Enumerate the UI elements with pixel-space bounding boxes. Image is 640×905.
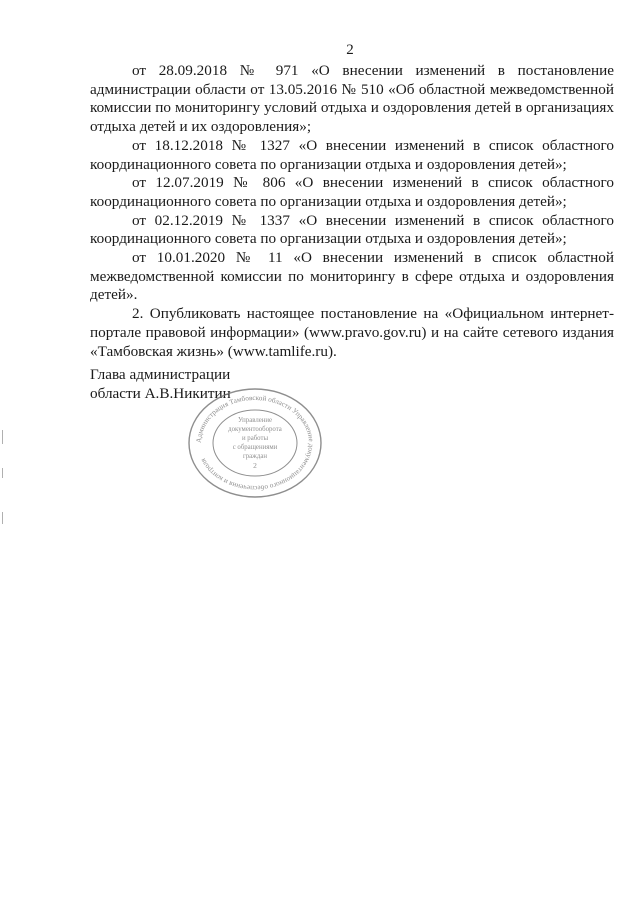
page-number: 2 <box>346 42 354 58</box>
stamp-center-line-5: граждан <box>242 453 268 460</box>
stamp-outer-ring <box>189 389 321 497</box>
scan-edge-mark <box>2 430 3 444</box>
paragraph-amendment-11: от 10.01.2020 № 11 «О внесении изменений в список областной межведомственной комиссии по мониторингу в сфере отдыха и оздоровления детей». <box>90 249 614 304</box>
paragraph-amendment-806: от 12.07.2019 № 806 «О внесении изменений в список областного координационного совета по организации отдыха и оздоровления детей»; <box>90 174 614 210</box>
paragraph-amendment-1337: от 02.12.2019 № 1337 «О внесении изменений в список областного координационного совета по организации отдыха и оздоровления детей»; <box>90 211 614 248</box>
scan-edge-mark <box>2 468 3 478</box>
stamp-center-line-4: с обращениями <box>232 444 278 451</box>
stamp-center-line-2: документооборота <box>228 426 282 433</box>
scan-edge-mark <box>2 512 3 524</box>
signature-name: области А.В.Никитин <box>90 384 231 402</box>
stamp-ring-text: Администрация Тамбовской области Управление документационного обеспечения и контроля <box>194 393 316 493</box>
stamp-center-line-3: и работы <box>241 435 269 442</box>
stamp-center-line-6: 2 <box>253 461 257 470</box>
paragraph-amendment-971: от 28.09.2018 № 971 «О внесении изменений в постановление администрации области от 13.05.2016 № 510 «Об областной межведомственной комиссии по мониторингу условий отдыха и оздоровления детей в организациях отдыха детей и их оздоровления»; <box>90 62 614 136</box>
signature-title: Глава администрации <box>90 366 231 383</box>
stamp-center-line-1: Управление <box>237 417 273 424</box>
official-stamp <box>178 384 332 502</box>
paragraph-publication: 2. Опубликовать настоящее постановление на «Официальном интернет-портале правовой информации» (www.pravo.gov.ru) и на сайте сетевого издания «Тамбовская жизнь» (www.tamlife.ru). <box>90 305 614 360</box>
document-body <box>90 62 614 361</box>
paragraph-amendment-1327: от 18.12.2018 № 1327 «О внесении изменений в список областного координационного совета по организации отдыха и оздоровления детей»; <box>90 136 614 173</box>
